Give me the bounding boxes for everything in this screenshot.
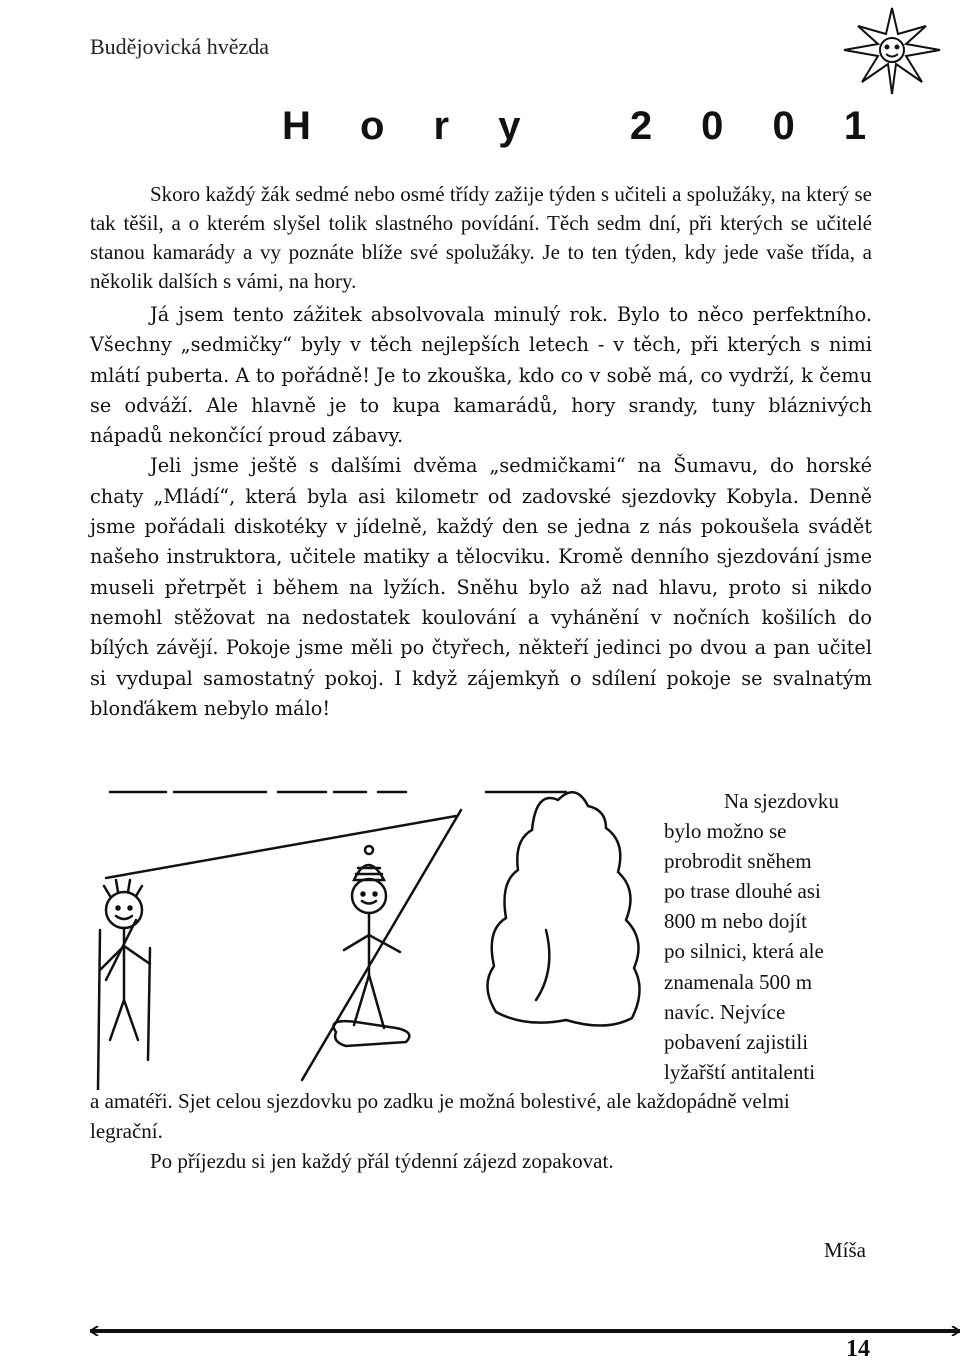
page-number: 14 (846, 1336, 870, 1362)
sidebar-line: bylo možno se (664, 819, 787, 844)
paragraph-experience: Já jsem tento zážitek absolvovala minulý rok. Bylo to něco perfektního. Všechny „sedmičky“ byly v těch nejlepších letech - v těch, při kterých s nimi mlátí puberta. A to pořádně! Je to zkouška, kdo co v sobě má, co vydrží, k čemu se odváží. Ale hlavně je to kupa kamarádů, hory srandy, tuny bláznivých nápadů nekončící proud zábavy. (90, 303, 872, 448)
sidebar-line: navíc. Nejvíce (664, 999, 786, 1024)
author-signature: Míša (824, 1238, 866, 1262)
sidebar-line: lyžařští antitalenti (664, 1059, 816, 1084)
article-ending (90, 1086, 872, 1176)
sidebar-line: po trase dlouhé asi (664, 879, 821, 904)
sidebar-line: 800 m nebo dojít (664, 909, 807, 934)
article-title: H o r y 2 0 0 1 (282, 104, 886, 148)
ski-illustration (66, 770, 656, 1090)
paragraph-closing: Po příjezdu si jen každý přál týdenní zájezd zopakovat. (150, 1149, 614, 1173)
sidebar-text (664, 786, 874, 1087)
sidebar-line: probrodit sněhem (664, 849, 812, 874)
sidebar-line: znamenala 500 m (664, 969, 813, 994)
footer-divider (90, 1326, 960, 1336)
paragraph-continuation: a amatéři. Sjet celou sjezdovku po zadku je možná bolestivé, ale každopádně velmi legrační. (90, 1089, 790, 1143)
paragraph-intro: Skoro každý žák sedmé nebo osmé třídy zažije týden s učiteli a spolužáky, na který se tak těšil, a o kterém slyšel tolik slastného povídání. Těch sedm dní, při kterých se učitelé stanou kamarády a vy poznáte blíže své spolužáky. Je to ten týden, kdy jede vaše třída, a několik dalších s vámi, na hory. (90, 182, 872, 293)
sidebar-line: Na sjezdovku (724, 789, 839, 813)
sidebar-line: po silnici, která ale (664, 939, 824, 964)
sidebar-line: pobavení zajistili (664, 1029, 809, 1054)
paragraph-trip: Jeli jsme ještě s dalšími dvěma „sedmičkami“ na Šumavu, do horské chaty „Mládí“, která byla asi kilometr od zadovské sjezdovky Kobyla. Denně jsme pořádali diskotéky v jídelně, každý den se jedna z nás pokoušela svádět našeho instruktora, učitele matiky a tělocviku. Kromě denního sjezdování jsme museli přetrpět i během na lyžích. Sněhu bylo až nad hlavu, proto si nikdo nemohl stěžovat na nedostatek koulování a vyhánění v nočních košilích do bílých závějí. Pokoje jsme měli po čtyřech, někteří jedinci po dvou a pan učitel si vydupal samostatný pokoj. I když zájemkyň o sdílení pokoje se svalnatým blonďákem nebylo málo! (90, 454, 872, 720)
publication-title: Budějovická hvězda (90, 34, 269, 59)
article-body (90, 180, 872, 724)
star-logo-icon (836, 4, 948, 96)
